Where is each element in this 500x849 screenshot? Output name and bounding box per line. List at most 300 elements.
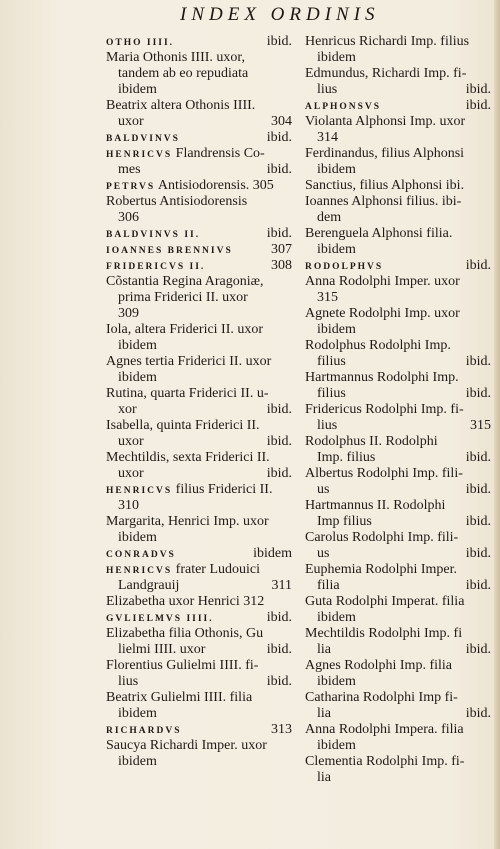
index-entry <box>106 242 292 258</box>
index-entry-label: filius <box>317 386 346 401</box>
index-entry-heading: HENRICVS <box>106 150 173 160</box>
index-entry-text <box>305 306 460 322</box>
index-entry-label: Antisiodorensis. 305 <box>155 178 274 193</box>
index-entry <box>106 258 292 274</box>
index-entry <box>305 626 491 642</box>
index-entry-text <box>305 82 337 98</box>
index-entry-text <box>106 626 263 642</box>
index-entry-text <box>106 722 182 739</box>
index-entry-text <box>305 722 464 738</box>
index-entry-text <box>106 162 141 178</box>
page-edge <box>494 0 500 849</box>
index-entry <box>106 722 292 738</box>
index-entry-text <box>305 50 356 66</box>
page-reference: ibid. <box>266 466 292 481</box>
index-entry-label: ibidem <box>317 322 356 337</box>
index-entry <box>305 754 491 770</box>
index-entry-text <box>106 466 144 482</box>
index-entry-label: Mechtildis Rodolphi Imp. fi <box>305 626 463 641</box>
index-entry-text <box>106 706 157 722</box>
index-entry <box>106 562 292 578</box>
index-entry-label: Rutina, quarta Friderici II. u- <box>106 386 269 401</box>
index-entry-text <box>106 34 174 51</box>
index-entry <box>305 274 491 290</box>
index-entry <box>305 242 491 258</box>
index-entry-text <box>106 290 248 306</box>
index-entry <box>305 370 491 386</box>
index-entry-heading: HENRICVS <box>106 566 173 576</box>
index-entry-text <box>305 34 469 50</box>
index-entry <box>305 450 491 466</box>
index-entry <box>106 306 292 322</box>
index-entry-label: Florentius Gulielmi IIII. fi- <box>106 658 259 673</box>
index-entry-text <box>305 130 338 146</box>
index-entry-text <box>305 178 464 194</box>
index-entry <box>305 50 491 66</box>
page-reference: ibid. <box>465 546 491 561</box>
index-entry-label: Hartmannus Rodolphi Imp. <box>305 370 459 385</box>
index-entry <box>106 162 292 178</box>
page-reference: ibid. <box>465 258 491 273</box>
index-entry <box>305 66 491 82</box>
index-entry-label: tandem ab eo repudiata <box>118 66 249 81</box>
index-entry-text <box>106 738 267 754</box>
page-reference: ibid. <box>465 642 491 657</box>
index-entry-text <box>106 354 271 370</box>
index-entry <box>305 386 491 402</box>
index-entry-label: 306 <box>118 210 139 225</box>
index-entry-text <box>106 754 157 770</box>
page-reference: ibid. <box>266 34 292 49</box>
index-entry-text <box>305 658 452 674</box>
index-entry-text <box>106 658 258 674</box>
index-entry <box>305 722 491 738</box>
index-entry-text <box>106 418 260 434</box>
index-entry-label: Agnes Rodolphi Imp. filia <box>305 658 452 673</box>
index-entry <box>305 418 491 434</box>
index-entry-text <box>106 530 157 546</box>
index-entry-heading: ALPHONSVS <box>305 102 382 112</box>
index-entry-text <box>305 674 356 690</box>
index-entry-label: xor <box>118 402 137 417</box>
index-entry <box>106 578 292 594</box>
index-entry-label: us <box>317 482 330 497</box>
index-entry-text <box>106 322 263 338</box>
index-entry <box>106 642 292 658</box>
index-entry-text <box>305 338 451 354</box>
index-entry-label: ibidem <box>317 242 356 257</box>
index-entry-label: Rodolphus Rodolphi Imp. <box>305 338 451 353</box>
index-entry-text <box>305 386 346 402</box>
index-entry-text <box>305 210 341 226</box>
index-entry <box>305 578 491 594</box>
index-entry-text <box>106 578 179 594</box>
index-entry-heading: RODOLPHVS <box>305 262 384 272</box>
index-entry <box>106 274 292 290</box>
page-reference: ibid. <box>465 514 491 529</box>
index-entry <box>305 642 491 658</box>
index-entry-label: ibidem <box>317 50 356 65</box>
index-entry-label: lia <box>317 706 331 721</box>
index-entry-text <box>305 98 381 115</box>
index-entry-heading: IOANNES BRENNIVS <box>106 246 233 256</box>
index-entry-label: Hartmannus II. Rodolphi <box>305 498 446 513</box>
index-entry-text <box>305 146 464 162</box>
index-entry-heading: HENRICVS <box>106 486 173 496</box>
index-entry <box>106 50 292 66</box>
page-reference: 304 <box>271 114 292 129</box>
index-entry-text <box>106 434 144 450</box>
index-entry-label: ibidem <box>118 530 157 545</box>
index-entry <box>305 770 491 786</box>
index-entry <box>305 594 491 610</box>
index-entry <box>106 514 292 530</box>
index-entry-label: Catharina Rodolphi Imp fi- <box>305 690 458 705</box>
index-entry-text <box>305 530 458 546</box>
page-reference: ibid. <box>465 354 491 369</box>
page-reference: 313 <box>271 722 292 737</box>
index-entry-text <box>106 98 255 114</box>
index-entry <box>305 290 491 306</box>
index-entry <box>305 146 491 162</box>
index-entry-label: lius <box>118 674 139 689</box>
index-entry-label: uxor <box>118 466 144 481</box>
index-entry <box>305 82 491 98</box>
index-entry-heading: RICHARDVS <box>106 726 182 736</box>
index-entry <box>106 706 292 722</box>
index-entry-text <box>106 82 157 98</box>
index-entry <box>106 82 292 98</box>
index-entry-label: Maria Othonis IIII. uxor, <box>106 50 246 65</box>
index-entry-text <box>305 754 464 770</box>
index-entry-heading: FRIDERICVS II. <box>106 262 206 272</box>
index-entry-text <box>305 738 356 754</box>
index-entry-text <box>106 514 269 530</box>
index-entry-label: ibidem <box>118 338 157 353</box>
index-entry-text <box>106 370 157 386</box>
index-entry-text <box>106 50 245 66</box>
index-entry-label: Agnete Rodolphi Imp. uxor <box>305 306 460 321</box>
index-entry <box>305 130 491 146</box>
index-entry-label: uxor <box>118 114 144 129</box>
index-entry <box>106 546 292 562</box>
index-entry <box>106 626 292 642</box>
index-entry-label: lius <box>317 82 338 97</box>
index-entry-text <box>106 450 270 466</box>
index-entry <box>106 674 292 690</box>
index-entry <box>305 98 491 114</box>
page-reference: ibid. <box>465 98 491 113</box>
index-entry <box>106 482 292 498</box>
index-entry-text <box>305 434 438 450</box>
index-entry-label: prima Friderici II. uxor <box>118 290 248 305</box>
index-entry-heading: BALDVINVS II. <box>106 230 201 240</box>
index-entry-text <box>106 338 157 354</box>
page-reference: ibid. <box>266 162 292 177</box>
index-entry <box>106 594 292 610</box>
index-entry-text <box>305 274 460 290</box>
index-entry-label: 314 <box>317 130 338 145</box>
index-entry-text <box>106 194 247 210</box>
index-entry-label: Ioannes Alphonsi filius. ibi- <box>305 194 462 209</box>
index-entry-label: Saucya Richardi Imper. uxor <box>106 738 267 753</box>
index-entry-text <box>305 290 338 306</box>
index-entry <box>305 434 491 450</box>
index-entry-label: Berenguela Alphonsi filia. <box>305 226 453 241</box>
page-reference: 307 <box>271 242 292 257</box>
index-column-left <box>106 34 292 770</box>
index-entry <box>106 450 292 466</box>
index-entry-text <box>305 562 457 578</box>
page-reference: 308 <box>271 258 292 273</box>
index-entry <box>106 226 292 242</box>
index-entry <box>106 434 292 450</box>
index-entry-text <box>106 274 263 290</box>
index-entry <box>106 322 292 338</box>
index-entry-label: filia <box>317 578 340 593</box>
index-entry <box>106 418 292 434</box>
index-column-right <box>305 34 491 786</box>
page-reference: ibid. <box>465 450 491 465</box>
index-entry <box>305 562 491 578</box>
page-reference: 311 <box>271 578 292 593</box>
index-entry-label: Iola, altera Friderici II. uxor <box>106 322 264 337</box>
index-entry <box>305 338 491 354</box>
index-entry-label: Elizabetha uxor Henrici 312 <box>106 594 265 609</box>
index-entry-text <box>106 642 205 658</box>
index-entry-text <box>305 370 459 386</box>
index-entry-text <box>106 690 252 706</box>
index-entry <box>305 466 491 482</box>
index-entry-text <box>305 258 383 275</box>
index-entry <box>305 738 491 754</box>
index-entry <box>305 226 491 242</box>
page-reference: ibid. <box>266 642 292 657</box>
index-entry-text <box>106 242 233 259</box>
index-entry-label: Euphemia Rodolphi Imper. <box>305 562 458 577</box>
index-entry-text <box>106 178 274 195</box>
index-entry <box>106 66 292 82</box>
index-entry <box>305 674 491 690</box>
index-entry-label: Fridericus Rodolphi Imp. fi- <box>305 402 464 417</box>
index-entry-heading: OTHO IIII. <box>106 38 175 48</box>
index-entry-text <box>106 674 138 690</box>
index-entry-label: uxor <box>118 434 144 449</box>
page-reference: ibid. <box>266 610 292 625</box>
index-entry-text <box>305 226 452 242</box>
index-entry-text <box>305 578 340 594</box>
index-entry-text <box>106 146 265 163</box>
index-entry-label: ibidem <box>118 82 157 97</box>
index-entry-label: Robertus Antisiodorensis <box>106 194 248 209</box>
index-entry <box>305 706 491 722</box>
index-entry-text <box>106 258 205 275</box>
index-entry <box>106 610 292 626</box>
page-reference: ibid. <box>465 386 491 401</box>
index-entry-text <box>305 514 372 530</box>
index-entry-label: lia <box>317 770 331 785</box>
index-entry <box>106 738 292 754</box>
index-entry-label: us <box>317 546 330 561</box>
index-entry-label: ibidem <box>317 162 356 177</box>
index-entry-text <box>106 114 144 130</box>
index-entry <box>305 354 491 370</box>
index-entry <box>106 402 292 418</box>
index-entry-label: lius <box>317 418 338 433</box>
index-entry-label: ibidem <box>118 370 157 385</box>
index-entry <box>106 530 292 546</box>
index-entry-label: ibidem <box>317 610 356 625</box>
index-entry-label: Imp filius <box>317 514 372 529</box>
index-entry <box>305 402 491 418</box>
index-entry <box>305 306 491 322</box>
index-entry-label: Albertus Rodolphi Imp. fili- <box>305 466 463 481</box>
index-entry-text <box>305 546 329 562</box>
index-entry-text <box>106 546 176 563</box>
index-entry-label: Edmundus, Richardi Imp. fi- <box>305 66 467 81</box>
index-entry <box>106 210 292 226</box>
page-reference: ibid. <box>465 482 491 497</box>
index-entry-text <box>305 642 331 658</box>
index-entry-text <box>305 450 375 466</box>
index-entry <box>305 34 491 50</box>
index-entry-label: Margarita, Henrici Imp. uxor <box>106 514 269 529</box>
index-entry-label: ibidem <box>317 738 356 753</box>
index-entry <box>305 194 491 210</box>
index-entry-label: Isabella, quinta Friderici II. <box>106 418 260 433</box>
index-entry <box>106 146 292 162</box>
index-entry-label: Cõstantia Regina Aragoniæ, <box>106 274 264 289</box>
index-entry-heading: GVLIELMVS IIII. <box>106 614 214 624</box>
index-entry-text <box>305 594 464 610</box>
index-entry <box>106 690 292 706</box>
page-reference: ibid. <box>465 82 491 97</box>
page-reference: ibid. <box>465 706 491 721</box>
index-entry-text <box>305 402 464 418</box>
index-entry-label: Beatrix Gulielmi IIII. filia <box>106 690 253 705</box>
index-entry-label: Flandrensis Co- <box>172 146 265 161</box>
index-entry <box>305 498 491 514</box>
index-entry-label: Carolus Rodolphi Imp. fili- <box>305 530 459 545</box>
index-entry-text <box>305 418 337 434</box>
index-entry-label: ibidem <box>118 754 157 769</box>
index-entry-text <box>305 354 346 370</box>
index-entry-text <box>106 130 180 147</box>
index-entry-text <box>305 770 331 786</box>
page-reference: ibidem <box>253 546 292 561</box>
index-entry-text <box>305 498 445 514</box>
page-reference: 315 <box>470 418 491 433</box>
index-entry-text <box>106 482 272 499</box>
index-entry-text <box>305 242 356 258</box>
index-entry-label: Landgrauij <box>118 578 180 593</box>
index-entry-label: Beatrix altera Othonis IIII. <box>106 98 256 113</box>
page-reference: ibid. <box>266 402 292 417</box>
index-entry-label: Guta Rodolphi Imperat. filia <box>305 594 465 609</box>
index-entry-label: filius <box>317 354 346 369</box>
index-entry-text <box>305 466 463 482</box>
index-entry-text <box>305 706 331 722</box>
index-entry-label: Ferdinandus, filius Alphonsi <box>305 146 465 161</box>
index-entry <box>305 610 491 626</box>
index-entry-label: 315 <box>317 290 338 305</box>
index-entry <box>305 322 491 338</box>
index-entry <box>305 546 491 562</box>
index-entry <box>106 354 292 370</box>
index-entry <box>106 754 292 770</box>
index-entry <box>106 98 292 114</box>
index-entry <box>106 290 292 306</box>
index-entry <box>305 114 491 130</box>
index-entry-label: Imp. filius <box>317 450 376 465</box>
index-entry <box>305 530 491 546</box>
page-reference: ibid. <box>266 226 292 241</box>
index-entry-text <box>305 626 462 642</box>
index-entry-text <box>106 402 137 418</box>
index-entry <box>106 498 292 514</box>
index-entry <box>305 658 491 674</box>
index-entry <box>106 338 292 354</box>
index-entry <box>106 178 292 194</box>
index-entry <box>305 482 491 498</box>
index-entry-label: filius Friderici II. <box>172 482 273 497</box>
index-entry-label: ibidem <box>317 674 356 689</box>
index-entry <box>106 370 292 386</box>
index-entry-heading: CONRADVS <box>106 550 176 560</box>
index-entry-label: Clementia Rodolphi Imp. fi- <box>305 754 465 769</box>
index-entry-label: Violanta Alphonsi Imp. uxor <box>305 114 466 129</box>
index-entry-label: Henricus Richardi Imp. filius <box>305 34 470 49</box>
index-entry-text <box>305 610 356 626</box>
index-entry-text <box>106 66 248 82</box>
index-entry <box>305 690 491 706</box>
running-head: INDEX ORDINIS <box>180 4 380 25</box>
index-entry-heading: PETRVS <box>106 182 156 192</box>
index-entry-label: lielmi IIII. uxor <box>118 642 206 657</box>
page-reference: ibid. <box>266 434 292 449</box>
index-entry-label: dem <box>317 210 342 225</box>
index-entry-text <box>106 306 139 322</box>
index-entry <box>106 194 292 210</box>
index-entry <box>305 514 491 530</box>
index-entry-text <box>305 114 465 130</box>
index-entry-label: 309 <box>118 306 139 321</box>
index-entry-text <box>305 162 356 178</box>
index-entry-text <box>106 610 214 627</box>
index-entry-text <box>106 594 264 610</box>
index-entry <box>106 114 292 130</box>
index-entry-text <box>106 210 139 226</box>
index-entry-text <box>106 498 139 514</box>
index-entry-label: frater Ludouici <box>172 562 261 577</box>
index-entry-label: Agnes tertia Friderici II. uxor <box>106 354 272 369</box>
page-reference: ibid. <box>465 578 491 593</box>
page-reference: ibid. <box>266 130 292 145</box>
index-entry-text <box>106 226 200 243</box>
index-entry <box>305 258 491 274</box>
page-reference: ibid. <box>266 674 292 689</box>
index-entry-text <box>305 690 458 706</box>
index-entry-label: Anna Rodolphi Impera. filia <box>305 722 464 737</box>
index-entry <box>305 210 491 226</box>
index-entry-label: ibidem <box>118 706 157 721</box>
index-entry-label: lia <box>317 642 331 657</box>
index-entry <box>106 466 292 482</box>
index-entry-label: 310 <box>118 498 139 513</box>
index-entry-text <box>305 194 461 210</box>
index-entry-label: Sanctius, filius Alphonsi ibi. <box>305 178 465 193</box>
index-entry-label: Anna Rodolphi Imper. uxor <box>305 274 460 289</box>
